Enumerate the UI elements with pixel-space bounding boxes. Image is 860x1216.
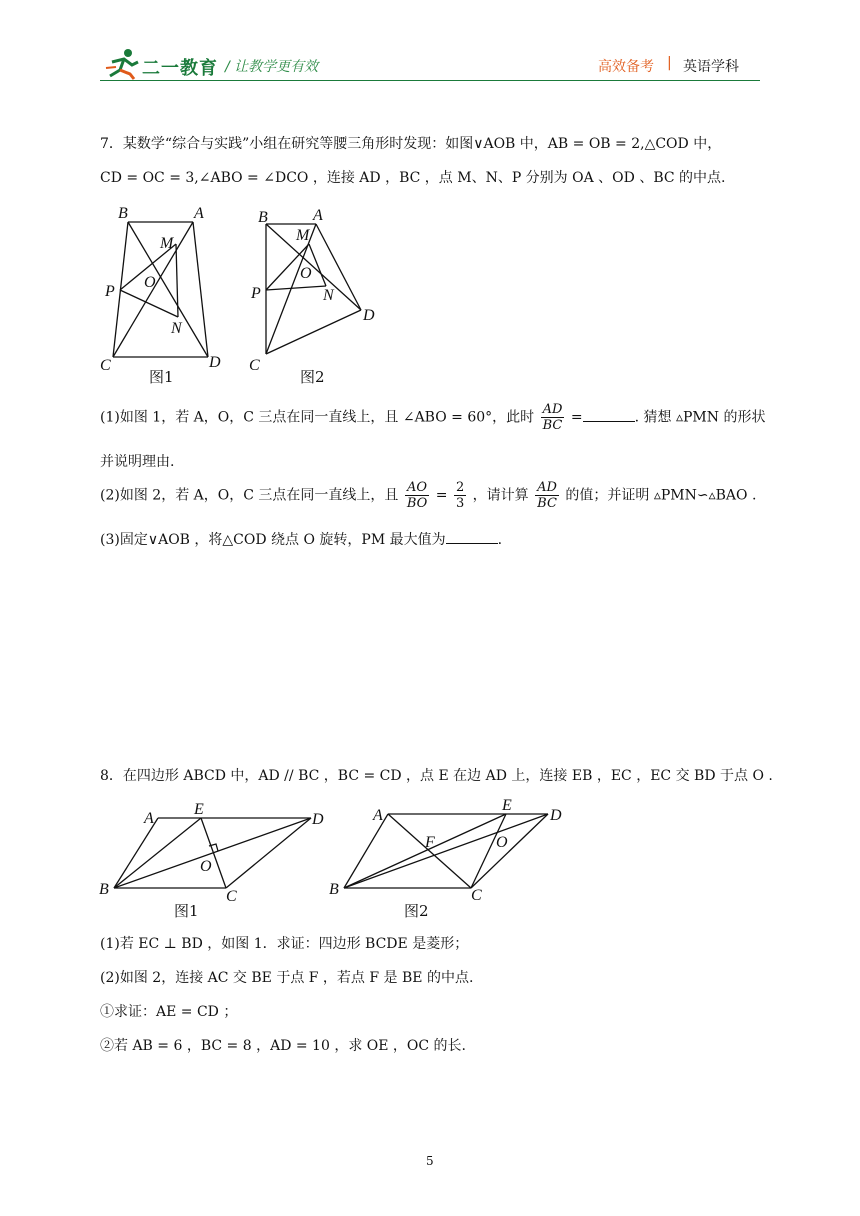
label-C: C <box>100 357 111 372</box>
brand-name: 二一教育 <box>142 58 218 79</box>
label-O: O <box>144 274 156 291</box>
label-O: O <box>496 834 508 851</box>
q7-part2: (2)如图 2，若 A，O，C 三点在同一直线上，且 $\frac{AO}{BO}$ = $\frac{2}{3}$ ，请计算 $\frac{AD}{BC}$ 的值；并证明 ▵PMN∽▵BAO . <box>100 480 757 511</box>
q8-figure-2 <box>326 796 576 906</box>
label-P: P <box>251 285 261 302</box>
label-M: M <box>296 227 310 244</box>
header <box>0 0 860 90</box>
header-divider: | <box>667 55 672 71</box>
label-C: C <box>226 888 237 905</box>
q8-part2-i: ①求证：AE = CD ； <box>100 1004 238 1020</box>
label-P: P <box>105 283 115 300</box>
label-A: A <box>373 807 383 824</box>
label-N: N <box>323 287 334 304</box>
q8-figure-1 <box>96 798 336 908</box>
header-rule <box>100 80 760 81</box>
label-B: B <box>258 209 268 226</box>
fraction-2-3: $\frac{2}{3}$ <box>455 480 465 511</box>
label-B: B <box>99 881 109 898</box>
label-D: D <box>209 354 221 371</box>
q7-figure-1 <box>98 202 228 372</box>
label-D: D <box>363 307 375 324</box>
q8-part2: (2)如图 2，连接 AC 交 BE 于点 F ，若点 F 是 BE 的中点. <box>100 970 474 986</box>
label-A: A <box>194 205 204 222</box>
label-A: A <box>144 810 154 827</box>
runner-logo-icon <box>104 48 140 80</box>
q8-stem: 8．在四边形 ABCD 中，AD // BC ，BC = CD ，点 E 在边 AD 上，连接 EB ，EC ，EC 交 BD 于点 O . <box>100 768 773 784</box>
label-B: B <box>329 881 339 898</box>
label-M: M <box>160 235 174 252</box>
label-C: C <box>249 357 260 372</box>
q7-fig2-caption: 图2 <box>300 368 325 386</box>
q8-part2-ii: ②若 AB = 6 ，BC = 8 ，AD = 10 ，求 OE ，OC 的长. <box>100 1038 467 1054</box>
label-O: O <box>200 858 212 875</box>
q7-part1-line2: 并说明理由. <box>100 454 175 470</box>
q8-fig1-caption: 图1 <box>174 902 199 920</box>
header-tag-exam: 高效备考 <box>598 59 654 75</box>
q7-part1: (1)如图 1，若 A，O，C 三点在同一直线上，且 ∠ABO = 60°，此时 $\frac{AD}{BC}$ = . 猜想 ▵PMN 的形状 <box>100 402 766 433</box>
label-O: O <box>300 265 312 282</box>
fraction-ad-bc: $\frac{AD}{BC}$ <box>542 402 563 433</box>
q7-stem-line2: CD = OC = 3,∠ABO = ∠DCO ，连接 AD ，BC ，点 M、N、P 分别为 OA 、OD 、BC 的中点. <box>100 170 726 186</box>
page-number: 5 <box>426 1154 434 1168</box>
answer-blank <box>446 531 498 544</box>
label-E: E <box>194 801 204 818</box>
label-F: F <box>425 834 435 851</box>
q7-part3: (3)固定∨AOB ，将△COD 绕点 O 旋转，PM 最大值为 . <box>100 532 503 548</box>
q7-stem-line1: 7．某数学“综合与实践”小组在研究等腰三角形时发现：如图∨AOB 中，AB = OB = 2,△COD 中， <box>100 136 722 152</box>
label-D: D <box>312 811 324 828</box>
q8-part1: (1)若 EC ⊥ BD ，如图 1．求证：四边形 BCDE 是菱形； <box>100 936 469 952</box>
brand-slogan: / 让教学更有效 <box>225 59 319 75</box>
label-C: C <box>471 887 482 904</box>
label-N: N <box>171 320 182 337</box>
label-A: A <box>313 207 323 224</box>
label-D: D <box>550 807 562 824</box>
answer-blank <box>583 409 635 422</box>
q8-fig2-caption: 图2 <box>404 902 429 920</box>
label-B: B <box>118 205 128 222</box>
header-tag-subject: 英语学科 <box>683 59 739 75</box>
fraction-ad-bc-2: $\frac{AD}{BC}$ <box>537 480 557 511</box>
fraction-ao-bo: $\frac{AO}{BO}$ <box>406 480 428 511</box>
q7-figure-2 <box>246 202 386 372</box>
label-E: E <box>502 797 512 814</box>
q7-fig1-caption: 图1 <box>149 368 174 386</box>
